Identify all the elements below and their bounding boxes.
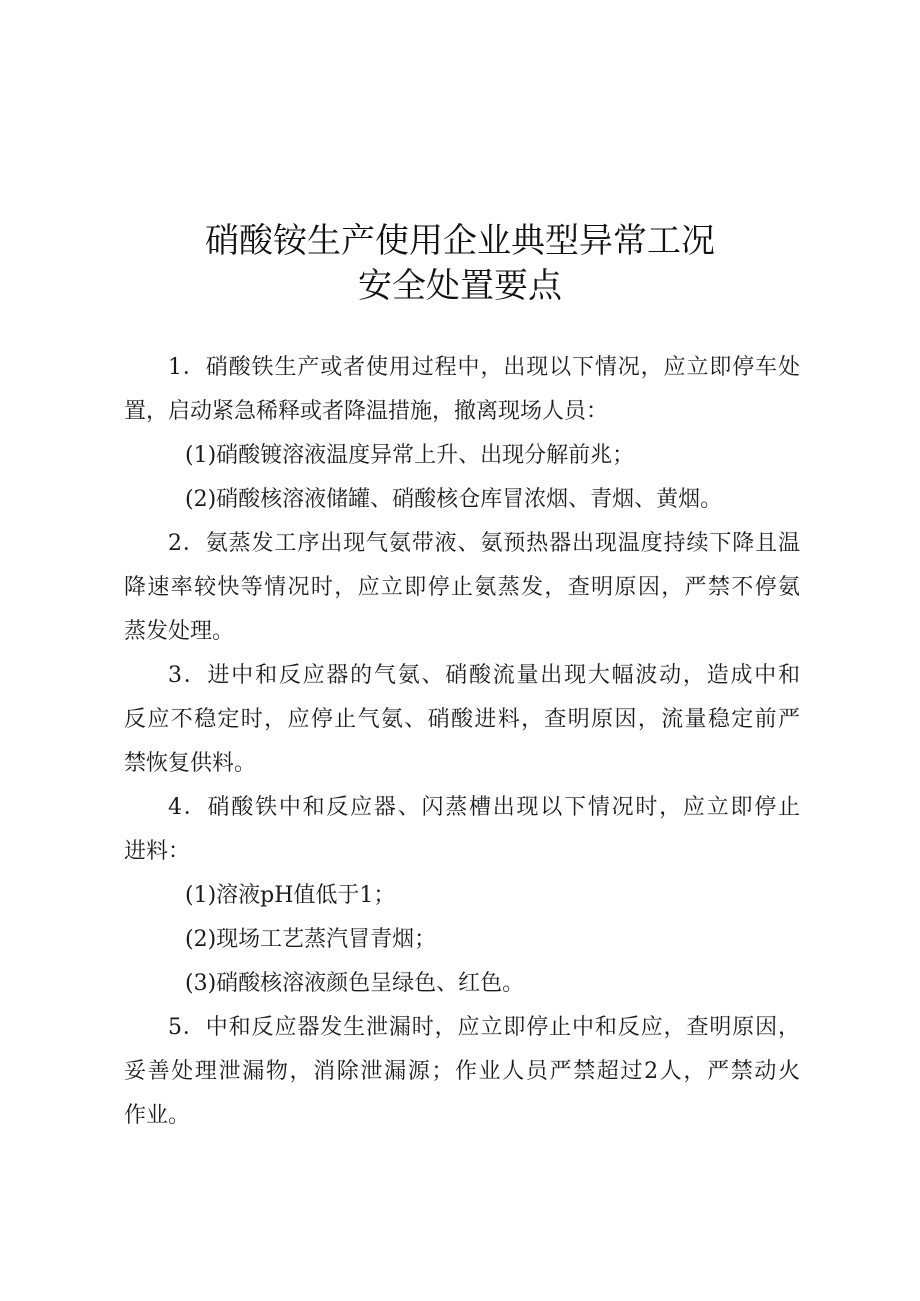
paragraph-2-line-1: 2．氨蒸发工序出现气氨带液、氨预热器出现温度持续下降且温	[168, 531, 800, 556]
document-title-line-1: 硝酸铵生产使用企业典型异常工况	[205, 221, 715, 261]
paragraph-4-item-2: (2)现场工艺蒸汽冒青烟；	[185, 927, 437, 952]
paragraph-4-item-1: (1)溶液pH值低于1；	[185, 883, 396, 908]
paragraph-1-line-1: 1．硝酸铁生产或者使用过程中，出现以下情况，应立即停车处	[168, 355, 800, 380]
paragraph-2-line-3: 蒸发处理。	[124, 619, 235, 644]
paragraph-4-item-3: (3)硝酸核溶液颜色呈绿色、红色。	[185, 971, 525, 996]
paragraph-3-line-2: 反应不稳定时，应停止气氨、硝酸进料，查明原因，流量稳定前严	[124, 707, 800, 732]
paragraph-1-line-2: 置，启动紧急稀释或者降温措施，撤离现场人员：	[124, 399, 609, 424]
paragraph-5-line-1: 5．中和反应器发生泄漏时，应立即停止中和反应，查明原因，	[168, 1015, 800, 1040]
paragraph-5-line-2: 妥善处理泄漏物，消除泄漏源；作业人员严禁超过2人，严禁动火	[124, 1059, 800, 1084]
paragraph-4-line-1: 4．硝酸铁中和反应器、闪蒸槽出现以下情况时，应立即停止	[168, 795, 800, 820]
document-title-line-2: 安全处置要点	[358, 266, 562, 306]
paragraph-5-line-3: 作业。	[124, 1103, 191, 1128]
paragraph-4-line-2: 进料：	[124, 839, 191, 864]
paragraph-1-item-1: (1)硝酸镀溶液温度异常上升、出现分解前兆；	[185, 443, 635, 468]
paragraph-3-line-3: 禁恢复供料。	[124, 751, 257, 776]
paragraph-2-line-2: 降速率较快等情况时，应立即停止氨蒸发，查明原因，严禁不停氨	[124, 575, 800, 600]
paragraph-1-item-2: (2)硝酸核溶液储罐、硝酸核仓库冒浓烟、青烟、黄烟。	[185, 487, 723, 512]
paragraph-3-line-1: 3．进中和反应器的气氨、硝酸流量出现大幅波动，造成中和	[168, 663, 800, 688]
